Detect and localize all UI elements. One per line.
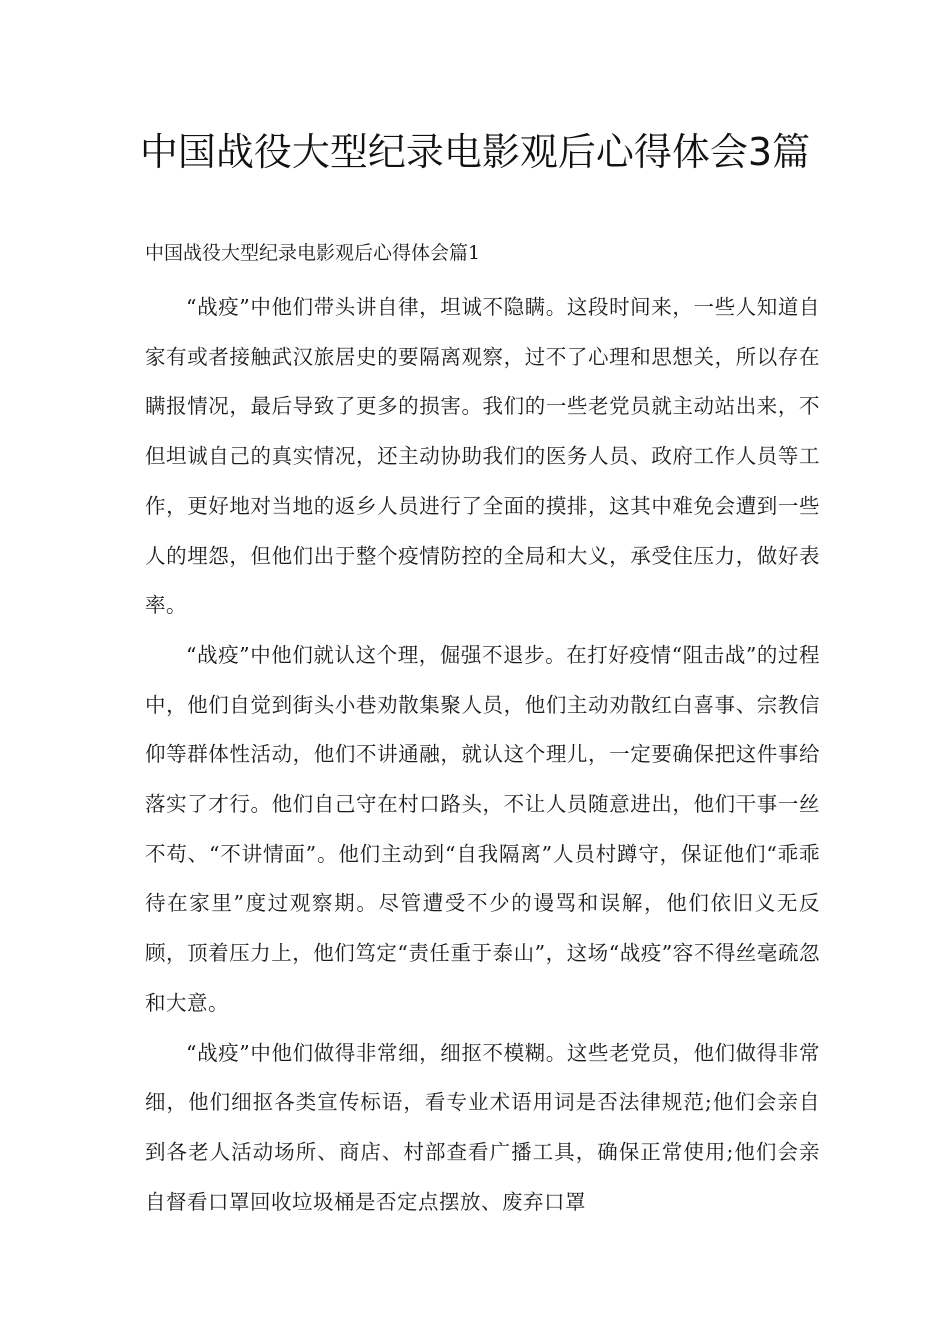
section-heading: 中国战役大型纪录电影观后心得体会篇1 (145, 242, 481, 264)
paragraph-3: “战疫”中他们做得非常细，细抠不模糊。这些老党员，他们做得非常细，他们细抠各类宣传标语，看专业术语用词是否法律规范;他们会亲自到各老人活动场所、商店、村部查看广播工具，确保正常使用;他们会亲自督看口罩回收垃圾桶是否定点摆放、废弃口罩 (145, 1040, 820, 1214)
document-body (145, 283, 820, 1227)
document-title: 中国战役大型纪录电影观后心得体会3篇 (139, 130, 811, 174)
paragraph-2: “战疫”中他们就认这个理，倔强不退步。在打好疫情“阻击战”的过程中，他们自觉到街头小巷劝散集聚人员，他们主动劝散红白喜事、宗教信仰等群体性活动，他们不讲通融，就认这个理儿，一定要确保把这件事给落实了才行。他们自己守在村口路头，不让人员随意进出，他们干事一丝不苟、“不讲情面”。他们主动到“自我隔离”人员村蹲守，保证他们“乖乖待在家里”度过观察期。尽管遭受不少的谩骂和误解，他们依旧义无反顾，顶着压力上，他们笃定“责任重于泰山”，这场“战疫”容不得丝毫疏忽和大意。 (145, 642, 820, 1015)
paragraph-1: “战疫”中他们带头讲自律，坦诚不隐瞒。这段时间来，一些人知道自家有或者接触武汉旅居史的要隔离观察，过不了心理和思想关，所以存在瞒报情况，最后导致了更多的损害。我们的一些老党员就主动站出来，不但坦诚自己的真实情况，还主动协助我们的医务人员、政府工作人员等工作，更好地对当地的返乡人员进行了全面的摸排，这其中难免会遭到一些人的埋怨，但他们出于整个疫情防控的全局和大义，承受住压力，做好表率。 (145, 295, 820, 618)
